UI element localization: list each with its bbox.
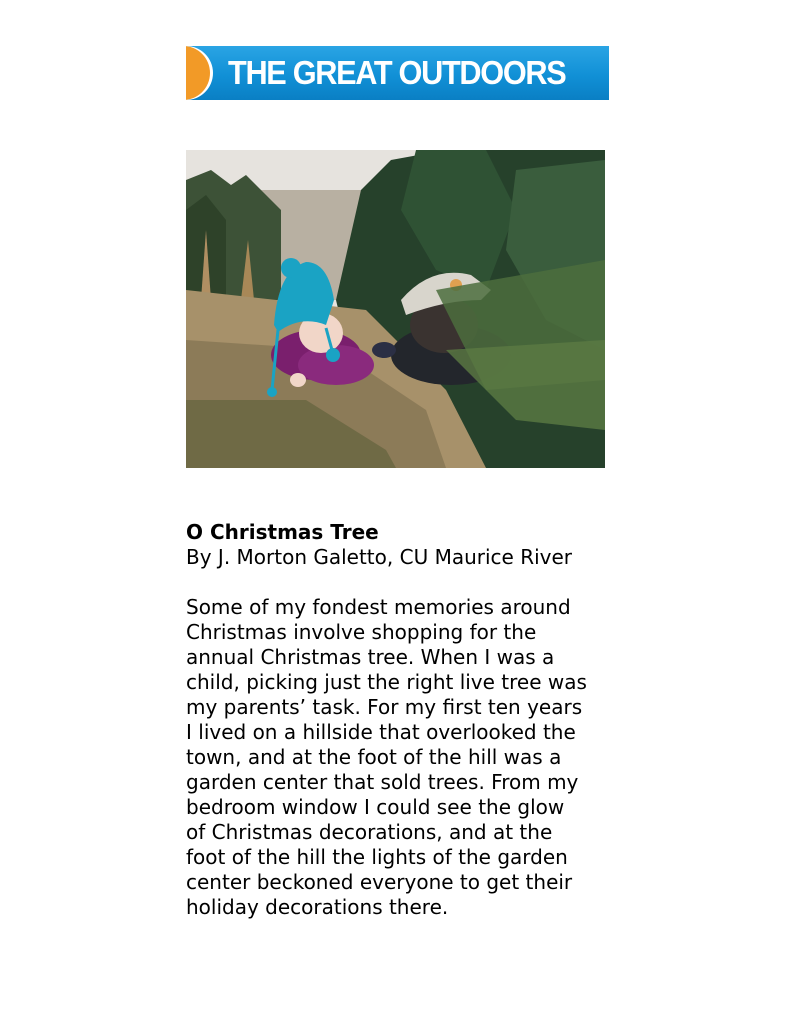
body-line: bedroom window I could see the glow: [186, 795, 565, 819]
body-line: town, and at the foot of the hill was a: [186, 745, 562, 769]
body-line: Christmas involve shopping for the: [186, 620, 537, 644]
article-body: [186, 595, 616, 920]
body-line: center beckoned everyone to get their: [186, 870, 573, 894]
body-line: my parents’ task. For my first ten years: [186, 695, 583, 719]
article-headline: O Christmas Tree: [186, 520, 379, 544]
body-line: annual Christmas tree. When I was a: [186, 645, 555, 669]
banner-title: THE GREAT OUTDOORS: [228, 54, 566, 91]
banner-orange-shape: [186, 46, 210, 100]
section-banner: [186, 46, 609, 100]
body-line: Some of my fondest memories around: [186, 595, 571, 619]
article-photo: [186, 150, 605, 468]
body-line: holiday decorations there.: [186, 895, 449, 919]
article-byline: By J. Morton Galetto, CU Maurice River: [186, 545, 573, 569]
body-line: I lived on a hillside that overlooked the: [186, 720, 576, 744]
body-line: garden center that sold trees. From my: [186, 770, 579, 794]
body-line: foot of the hill the lights of the garden: [186, 845, 568, 869]
body-line: of Christmas decorations, and at the: [186, 820, 553, 844]
body-line: child, picking just the right live tree was: [186, 670, 587, 694]
